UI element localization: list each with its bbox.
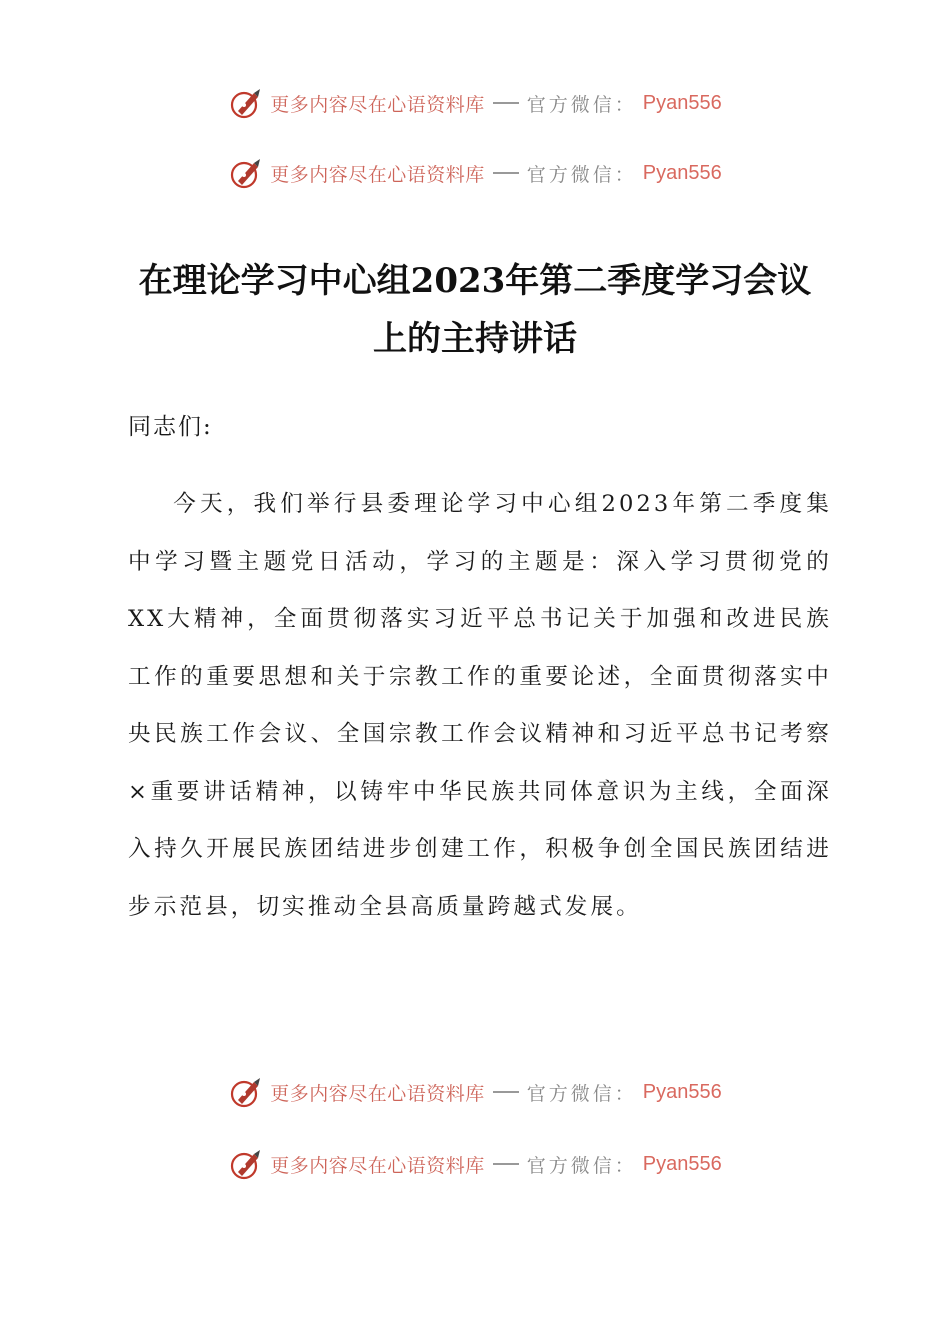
salutation: 同志们:	[128, 414, 213, 440]
watermark-banner-top-1	[0, 83, 950, 123]
watermark-banner-bottom-1	[0, 1072, 950, 1112]
watermark-dash	[493, 172, 519, 174]
watermark-wechat-id: Pyan556	[642, 161, 722, 184]
watermark-banner-top-2	[0, 153, 950, 193]
watermark-wechat-label: 官方微信：	[526, 1154, 637, 1177]
pen-nib-logo-icon	[228, 155, 264, 191]
document-title	[100, 252, 850, 368]
watermark-wechat-label: 官方微信：	[526, 93, 637, 116]
watermark-dash	[493, 1163, 519, 1165]
watermark-banner-bottom-2	[0, 1144, 950, 1184]
watermark-dash	[493, 102, 519, 104]
watermark-dash	[493, 1091, 519, 1093]
pen-nib-logo-icon	[228, 85, 264, 121]
watermark-wechat-id: Pyan556	[642, 1152, 722, 1175]
pen-nib-logo-icon	[228, 1146, 264, 1182]
title-line-2: 上的主持讲话	[373, 319, 577, 359]
watermark-wechat-id: Pyan556	[642, 1080, 722, 1103]
watermark-wechat-label: 官方微信：	[526, 1082, 637, 1105]
body-paragraph: 今天，我们举行县委理论学习中心组2023年第二季度集中学习暨主题党日活动，学习的主题是：深入学习贯彻党的XX大精神，全面贯彻落实习近平总书记关于加强和改进民族工作的重要思想和关于宗教工作的重要论述，全面贯彻落实中央民族工作会议、全国宗教工作会议精神和习近平总书记考察×重要讲话精神，以铸牢中华民族共同体意识为主线，全面深入持久开展民族团结进步创建工作，积极争创全国民族团结进步示范县，切实推动全县高质量跨越式发展。	[128, 491, 832, 920]
watermark-wechat-label: 官方微信：	[526, 163, 637, 186]
watermark-wechat-id: Pyan556	[642, 91, 722, 114]
pen-nib-logo-icon	[228, 1074, 264, 1110]
title-line-1: 在理论学习中心组2023年第二季度学习会议	[138, 261, 812, 301]
watermark-text: 更多内容尽在心语资料库	[270, 163, 485, 186]
watermark-text: 更多内容尽在心语资料库	[270, 93, 485, 116]
watermark-text: 更多内容尽在心语资料库	[270, 1082, 485, 1105]
watermark-text: 更多内容尽在心语资料库	[270, 1154, 485, 1177]
